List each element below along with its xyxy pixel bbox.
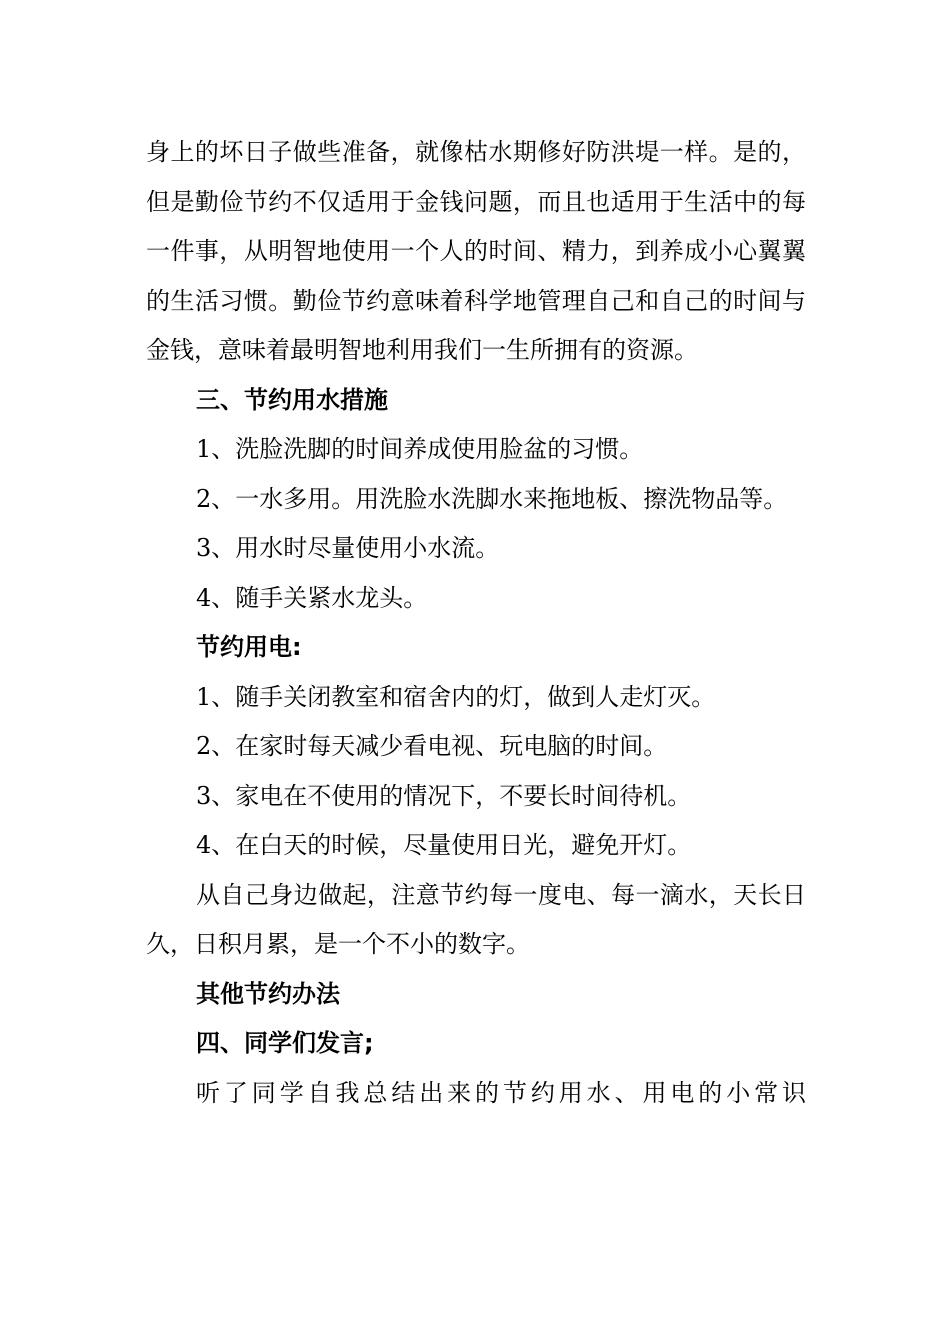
paragraph-conclusion: 从自己身边做起，注意节约每一度电、每一滴水，天长日久，日积月累，是一个不小的数字。: [146, 880, 806, 958]
electricity-tip-4: 4、在白天的时候，尽量使用日光，避免开灯。: [196, 831, 692, 859]
electricity-tip-3: 3、家电在不使用的情况下，不要长时间待机。: [196, 781, 692, 810]
heading-student-speeches: 四、同学们发言;: [196, 1029, 374, 1057]
document-body: [146, 128, 806, 1118]
heading-electricity-saving: 节约用电:: [196, 633, 302, 661]
water-tip-3: 3、用水时尽量使用小水流。: [196, 534, 500, 562]
water-tip-1: 1、洗脸洗脚的时间养成使用脸盆的习惯。: [196, 435, 644, 463]
water-tip-2: 2、一水多用。用洗脸水洗脚水来拖地板、擦洗物品等。: [196, 484, 788, 513]
water-tip-4: 4、随手关紧水龙头。: [196, 583, 428, 612]
paragraph-intro-continued: 身上的坏日子做些准备，就像枯水期修好防洪堤一样。是的，但是勤俭节约不仅适用于金钱问题，而且也适用于生活中的每一件事，从明智地使用一个人的时间、精力，到养成小心翼翼的生活习惯。勤俭节约意味着科学地管理自己和自己的时间与金钱，意味着最明智地利用我们一生所拥有的资源。: [146, 138, 806, 364]
heading-other-saving-methods: 其他节约办法: [196, 979, 340, 1008]
heading-water-saving-measures: 三、节约用水措施: [196, 385, 388, 414]
electricity-tip-1: 1、随手关闭教室和宿舍内的灯，做到人走灯灭。: [196, 682, 716, 711]
paragraph-student-reflection: 听了同学自我总结出来的节约用水、用电的小常识: [196, 1078, 806, 1107]
electricity-tip-2: 2、在家时每天减少看电视、玩电脑的时间。: [196, 732, 668, 760]
